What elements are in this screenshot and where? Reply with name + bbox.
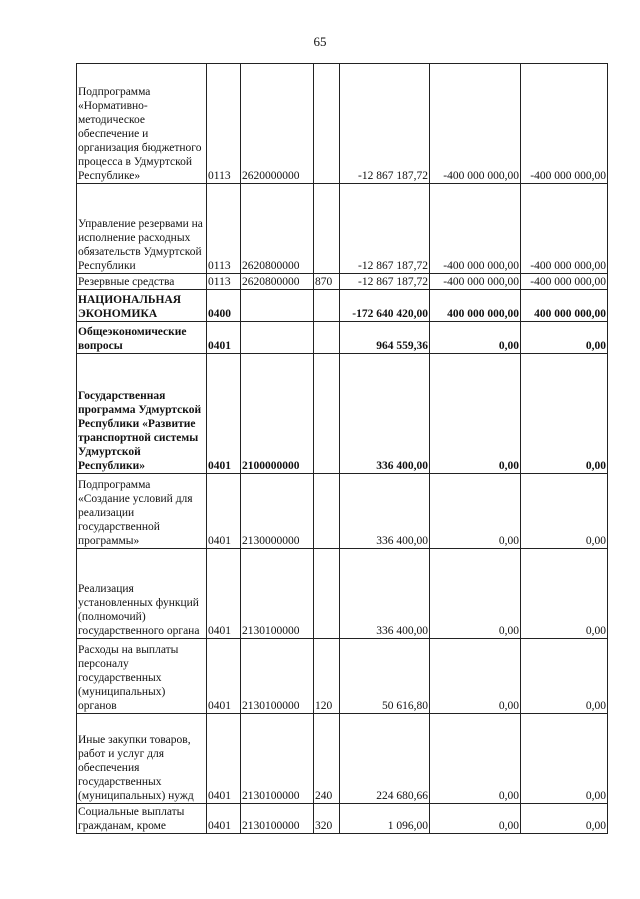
row-amount-2: 0,00 <box>430 354 521 474</box>
row-type: 320 <box>314 804 340 834</box>
row-amount-1: -12 867 187,72 <box>340 64 430 184</box>
row-article: 2620800000 <box>241 184 314 274</box>
row-article: 2100000000 <box>241 354 314 474</box>
row-amount-3: 0,00 <box>521 804 608 834</box>
row-section: 0401 <box>207 714 241 804</box>
row-section: 0113 <box>207 64 241 184</box>
row-article: 2130100000 <box>241 804 314 834</box>
row-name: Управление резервами на исполнение расходных обязательств Удмуртской Республики <box>77 184 207 274</box>
row-amount-1: 336 400,00 <box>340 549 430 639</box>
row-section: 0400 <box>207 290 241 322</box>
row-amount-2: 0,00 <box>430 474 521 549</box>
table-row <box>77 549 608 639</box>
row-name: Социальные выплаты гражданам, кроме <box>77 804 207 834</box>
row-amount-3: -400 000 000,00 <box>521 274 608 290</box>
row-amount-3: -400 000 000,00 <box>521 64 608 184</box>
table-row <box>77 354 608 474</box>
row-section: 0113 <box>207 184 241 274</box>
row-type <box>314 474 340 549</box>
row-type <box>314 290 340 322</box>
row-name: Реализация установленных функций (полномочий) государственного органа <box>77 549 207 639</box>
row-amount-1: 964 559,36 <box>340 322 430 354</box>
row-amount-1: -172 640 420,00 <box>340 290 430 322</box>
row-section: 0113 <box>207 274 241 290</box>
table-row <box>77 290 608 322</box>
row-amount-1: 336 400,00 <box>340 354 430 474</box>
row-amount-2: 0,00 <box>430 322 521 354</box>
table-row <box>77 322 608 354</box>
row-type: 120 <box>314 639 340 714</box>
table-row <box>77 64 608 184</box>
row-amount-2: 0,00 <box>430 639 521 714</box>
row-section: 0401 <box>207 474 241 549</box>
row-amount-3: 0,00 <box>521 714 608 804</box>
row-amount-3: 0,00 <box>521 354 608 474</box>
budget-table <box>76 63 608 834</box>
row-amount-3: -400 000 000,00 <box>521 184 608 274</box>
row-name: Резервные средства <box>77 274 207 290</box>
table-row <box>77 274 608 290</box>
row-amount-1: 50 616,80 <box>340 639 430 714</box>
row-article: 2130100000 <box>241 639 314 714</box>
table-row <box>77 714 608 804</box>
row-amount-3: 0,00 <box>521 474 608 549</box>
row-amount-3: 0,00 <box>521 549 608 639</box>
table-row <box>77 184 608 274</box>
row-name: Подпрограмма «Создание условий для реализации государственной программы» <box>77 474 207 549</box>
row-article <box>241 290 314 322</box>
row-name: Иные закупки товаров, работ и услуг для обеспечения государственных (муниципальных) нужд <box>77 714 207 804</box>
row-type: 870 <box>314 274 340 290</box>
row-article: 2130100000 <box>241 549 314 639</box>
table-row <box>77 639 608 714</box>
row-amount-1: 1 096,00 <box>340 804 430 834</box>
row-amount-2: -400 000 000,00 <box>430 184 521 274</box>
page-number: 65 <box>313 34 327 49</box>
row-amount-1: 336 400,00 <box>340 474 430 549</box>
row-amount-2: 400 000 000,00 <box>430 290 521 322</box>
row-name: Государственная программа Удмуртской Республики «Развитие транспортной системы Удмуртской Республики» <box>77 354 207 474</box>
row-article <box>241 322 314 354</box>
table-row <box>77 474 608 549</box>
row-amount-3: 0,00 <box>521 639 608 714</box>
row-amount-2: 0,00 <box>430 714 521 804</box>
row-amount-1: -12 867 187,72 <box>340 184 430 274</box>
row-type <box>314 549 340 639</box>
row-amount-2: 0,00 <box>430 549 521 639</box>
table-row <box>77 804 608 834</box>
row-section: 0401 <box>207 354 241 474</box>
budget-table-body <box>77 64 608 834</box>
row-type: 240 <box>314 714 340 804</box>
row-amount-2: -400 000 000,00 <box>430 64 521 184</box>
row-amount-1: 224 680,66 <box>340 714 430 804</box>
row-section: 0401 <box>207 804 241 834</box>
row-amount-1: -12 867 187,72 <box>340 274 430 290</box>
row-name: НАЦИОНАЛЬНАЯ ЭКОНОМИКА <box>77 290 207 322</box>
row-type <box>314 184 340 274</box>
row-article: 2130000000 <box>241 474 314 549</box>
row-amount-2: 0,00 <box>430 804 521 834</box>
row-amount-3: 400 000 000,00 <box>521 290 608 322</box>
row-article: 2620000000 <box>241 64 314 184</box>
row-name: Подпрограмма «Нормативно-методическое обеспечение и организация бюджетного процесса в Удмуртской Республике» <box>77 64 207 184</box>
row-amount-2: -400 000 000,00 <box>430 274 521 290</box>
row-section: 0401 <box>207 549 241 639</box>
row-article: 2130100000 <box>241 714 314 804</box>
row-amount-3: 0,00 <box>521 322 608 354</box>
row-article: 2620800000 <box>241 274 314 290</box>
row-section: 0401 <box>207 322 241 354</box>
row-name: Общеэкономические вопросы <box>77 322 207 354</box>
row-type <box>314 64 340 184</box>
row-name: Расходы на выплаты персоналу государственных (муниципальных) органов <box>77 639 207 714</box>
row-type <box>314 322 340 354</box>
row-section: 0401 <box>207 639 241 714</box>
row-type <box>314 354 340 474</box>
